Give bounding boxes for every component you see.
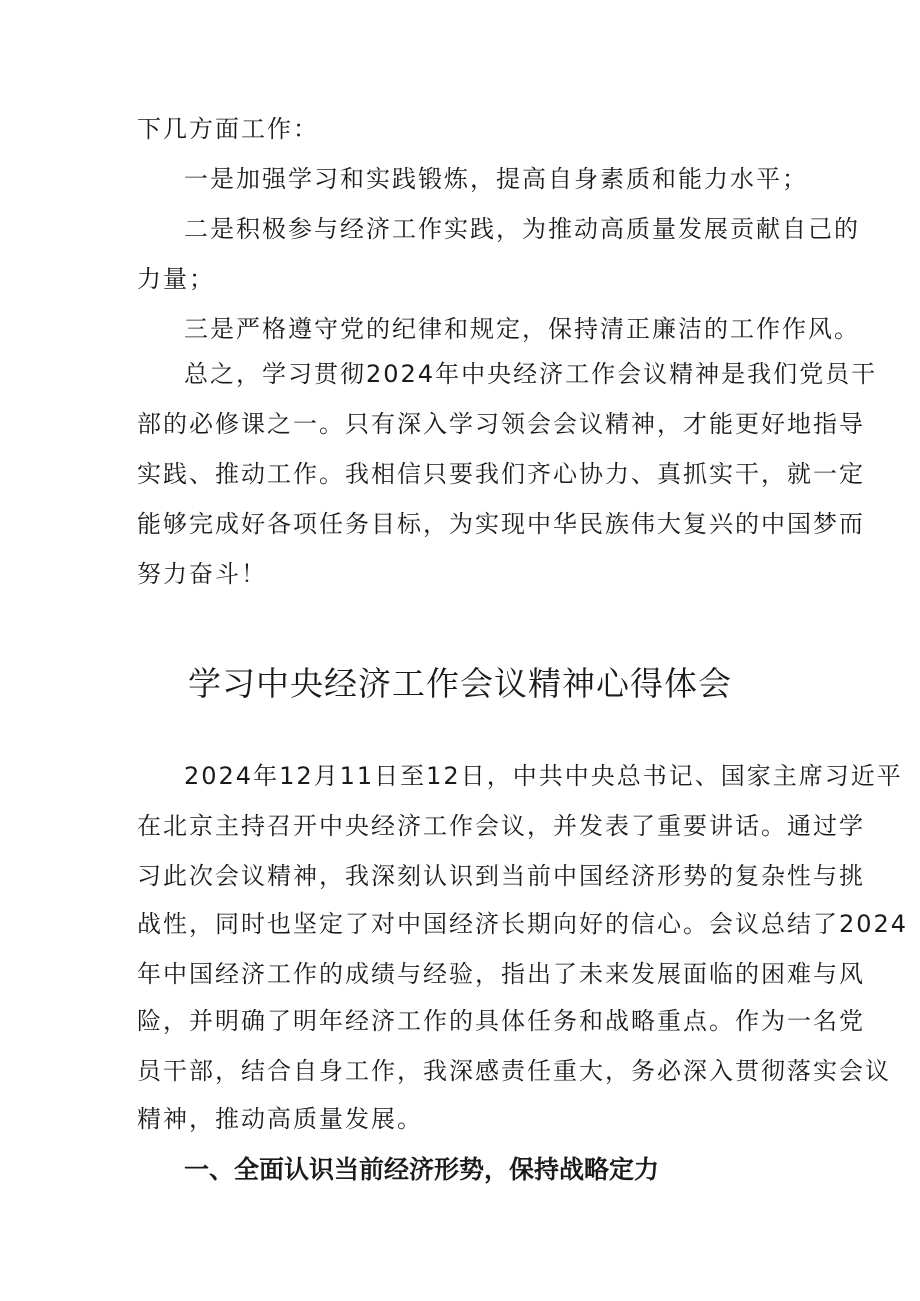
text-line: 战性，同时也坚定了对中国经济长期向好的信心。会议总结了2024 xyxy=(137,910,909,938)
text-line: 二是积极参与经济工作实践，为推动高质量发展贡献自己的 xyxy=(184,215,860,243)
text-line: 习此次会议精神，我深刻认识到当前中国经济形势的复杂性与挑 xyxy=(137,862,865,890)
section-heading: 一、全面认识当前经济形势，保持战略定力 xyxy=(184,1155,660,1184)
text-line: 精神，推动高质量发展。 xyxy=(137,1105,423,1133)
text-line: 险，并明确了明年经济工作的具体任务和战略重点。作为一名党 xyxy=(137,1007,865,1035)
text-line: 力量； xyxy=(137,265,215,293)
text-line: 能够完成好各项任务目标，为实现中华民族伟大复兴的中国梦而 xyxy=(137,510,865,538)
article-title: 学习中央经济工作会议精神心得体会 xyxy=(188,664,732,703)
text-line: 年中国经济工作的成绩与经验，指出了未来发展面临的困难与风 xyxy=(137,960,865,988)
text-line: 部的必修课之一。只有深入学习领会会议精神，才能更好地指导 xyxy=(137,410,865,438)
text-line: 一是加强学习和实践锻炼，提高自身素质和能力水平； xyxy=(184,165,808,193)
text-line: 实践、推动工作。我相信只要我们齐心协力、真抓实干，就一定 xyxy=(137,460,865,488)
text-line: 在北京主持召开中央经济工作会议，并发表了重要讲话。通过学 xyxy=(137,812,865,840)
text-line: 下几方面工作： xyxy=(137,115,319,143)
text-line: 总之，学习贯彻2024年中央经济工作会议精神是我们党员干 xyxy=(184,360,878,388)
text-line: 努力奋斗！ xyxy=(137,560,267,588)
text-line: 2024年12月11日至12日，中共中央总书记、国家主席习近平 xyxy=(184,762,903,790)
text-line: 员干部，结合自身工作，我深感责任重大，务必深入贯彻落实会议 xyxy=(137,1057,891,1085)
text-line: 三是严格遵守党的纪律和规定，保持清正廉洁的工作作风。 xyxy=(184,315,860,343)
